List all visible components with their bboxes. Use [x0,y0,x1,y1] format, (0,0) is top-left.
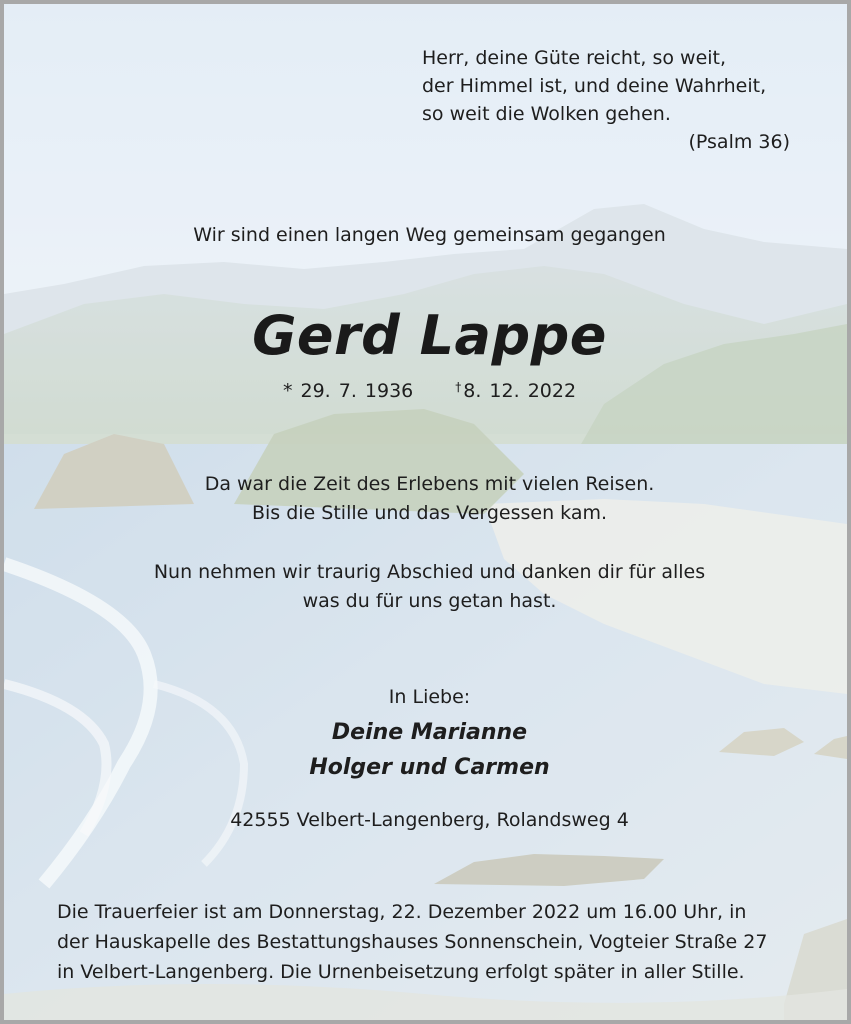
birth-date: * 29. 7. 1936 [282,380,414,402]
psalm-line: so weit die Wolken gehen. [422,103,671,125]
text-line: Bis die Stille und das Vergessen kam. [251,502,608,524]
mourners-intro: In Liebe: [388,686,471,708]
memorial-text [4,470,851,528]
death-cross-icon: † [455,380,462,394]
farewell-text [4,558,851,616]
psalm-line: der Himmel ist, und deine Wahrheit, [422,75,767,97]
family-address: 42555 Velbert-Langenberg, Rolandsweg 4 [230,809,629,831]
text-line: Da war die Zeit des Erlebens mit vielen Reisen. [204,473,655,495]
deceased-name: Gerd Lappe [252,304,607,367]
service-line: Die Trauerfeier ist am Donnerstag, 22. Dezember 2022 um 16.00 Uhr, in [57,901,747,923]
funeral-service-info [57,897,803,987]
service-line: in Velbert-Langenberg. Die Urnenbeisetzung erfolgt später in aller Stille. [57,961,745,983]
life-dates [4,380,851,402]
mourners-block [4,680,851,785]
psalm-line: Herr, deine Güte reicht, so weit, [422,47,727,69]
text-line: Nun nehmen wir traurig Abschied und danken dir für alles [153,561,706,583]
mourner-name: Holger und Carmen [309,755,550,780]
service-line: der Hauskapelle des Bestattungshauses Sonnenschein, Vogteier Straße 27 [57,931,768,953]
mourner-name: Deine Marianne [331,720,528,745]
intro-line: Wir sind einen langen Weg gemeinsam gegangen [193,224,666,246]
text-line: was du für uns getan hast. [302,590,557,612]
death-date: 8. 12. 2022 [463,380,577,402]
psalm-reference: (Psalm 36) [688,131,790,153]
psalm-quote [422,44,792,156]
